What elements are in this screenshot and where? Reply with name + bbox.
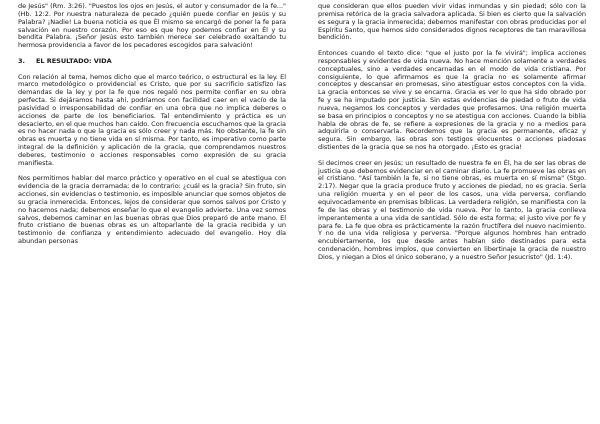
section-number: 3. [18,56,25,65]
section-heading [18,58,286,66]
paragraph: Entonces cuando el texto dice: "que el justo por la fe vivirá"; implica acciones responsables y evidentes de vida nueva. No hace mención solamente a verdades conceptuales, sino a verdades encarnadas en el modo de vida cristiana. Por consiguiente, lo que afirmamos es que la gracia no es solamente afirmar conceptos y descansar en promesas, sino atestiguar estos conceptos con la vida. La gracia entonces se vive y se encarna. Gracia es ver lo que ha sido obrado por fe y se ha imputado por justicia. Sin estas evidencias de piedad o fruto de vida nueva, negamos los conceptos y verdades que profesamos. Una religión muerta se basa en principios o conceptos y no se atestigua con acciones. Cuando la biblia habla de obras de fe, se refiere a expresiones de la gracia y no a medios para adquirirla o conservarla. Recordemos que la gracia es permanente, eficaz y segura. Sin embargo, las obras son testigos elocuentes o acciones piadosas distientes de la gracia que se nos ha otorgado. ¡Esto es gracia! [318,49,586,152]
right-column [318,3,586,270]
section-title: EL RESULTADO: VIDA [36,56,112,65]
left-column [18,3,286,254]
paragraph: Con relación al tema, hemos dicho que el marco teórico, o estructural es la ley. El marco metodológico o providencial es Cristo, que por su sacrificio satisfizo las demandas de la ley y por la fe que nos regaló nos permite confiar en su obra perfecta. Si dejáramos hasta ahí, podríamos con facilidad caer en el vacío de la pasividad o irresponsabilidad de confiar en una obra que no implica deberes o acciones de parte de los beneficiarios. Tal entendimiento y práctica es un desacierto, en el que muchos han caído. Con frecuencia escuchamos que la gracia es no hacer nada o que la gracia es sólo creer y nada más. No obstante, la fe sin obras es muerta y no tiene vida en sí misma. Por tanto, es imperativo como parte integral de la definición y aplicación de la gracia, que comprendamos nuestros deberes, testimonio o acciones responsables como expresión de su gracia manifiesta. [18,72,286,167]
paragraph: que consideran que ellos pueden vivir vidas inmundas y sin piedad; sólo con la premisa retórica de la gracia salvadora aplicada. Si bien es cierto que la salvación es segura y la gracia inmerecida; debemos manifestar con obras producidas por el Espíritu Santo, que hemos sido considerados dignos receptores de tan maravillosa bendición. [318,2,586,42]
paragraph: Nos permitimos hablar del marco práctico y operativo en el cual se atestigua con evidencia de la gracia derramada; de lo contrario: ¿cuál es la gracia? Sin fruto, sin acciones, sin evidencias o testimonio, es imposible anunciar que somos objetos de su gracia inmerecida. Entonces, lejos de considerar que somos salvos por Cristo y no hacemos nada; debemos enseñar lo que el evangelio advierte. Una vez somos salvos, debemos caminar en las buenas obras que Dios preparó de ante mano. El fruto cristiano de buenas obras es un altoparlante de la gracia recibida y un testimonio de confianza y entendimiento adecuado del evangelio. Hoy día abundan personas [18,174,286,246]
paragraph: Si decimos creer en Jesús; un resultado de nuestra fe en Él, ha de ser las obras de justicia que debemos evidenciar en el caminar diario. La fe promueve las obras en el cristiano. "Así también la fe, si no tiene obras, es muerta en sí misma" (Stgo. 2:17). Negar que la gracia produce fruto y acciones de piedad, no es gracia. Sería una religión muerta y en el peor de los casos, una vida perversa, confiando equivocadamente en premisas bíblicas. La verdadera religión, se manifiesta con la fe de las obras y el testimonio de vida nueva. Por lo tanto, la gracia conlleva imperantemente a una vida de santidad. Sólo de esta forma; el justo vive por fe y para fe. La fe que obra es prácticamente la razón fructífera del nuevo nacimiento. Y no de una vida religiosa y perversa. "Porque algunos hombres han entrado encubiertamente, los que desde antes habían sido destinados para esta condenación, hombres impíos, que convierten en libertinaje la gracia de nuestro Dios, y niegan a Dios el único soberano, y a nuestro Señor Jesucristo" (Jd. 1:4). [318,158,586,261]
paragraph: de Jesús" (Rm. 3:26). "Puestos los ojos en Jesús, el autor y consumador de la fe..." (Hb. 12:2. Por nuestra naturaleza de pecado ¿quién puede confiar en Jesús y su Palabra? ¡Nadie! La buena noticia es que Él mismo se encargó de poner la fe para salvación en nuestro corazón. Por eso es que hoy podemos confiar en Él y su bendita Palabra. ¡Señor Jesús esto también merece ser celebrado exaltando tu hermosa providencia a favor de los pecadores escogidos para salvación! [18,2,286,50]
